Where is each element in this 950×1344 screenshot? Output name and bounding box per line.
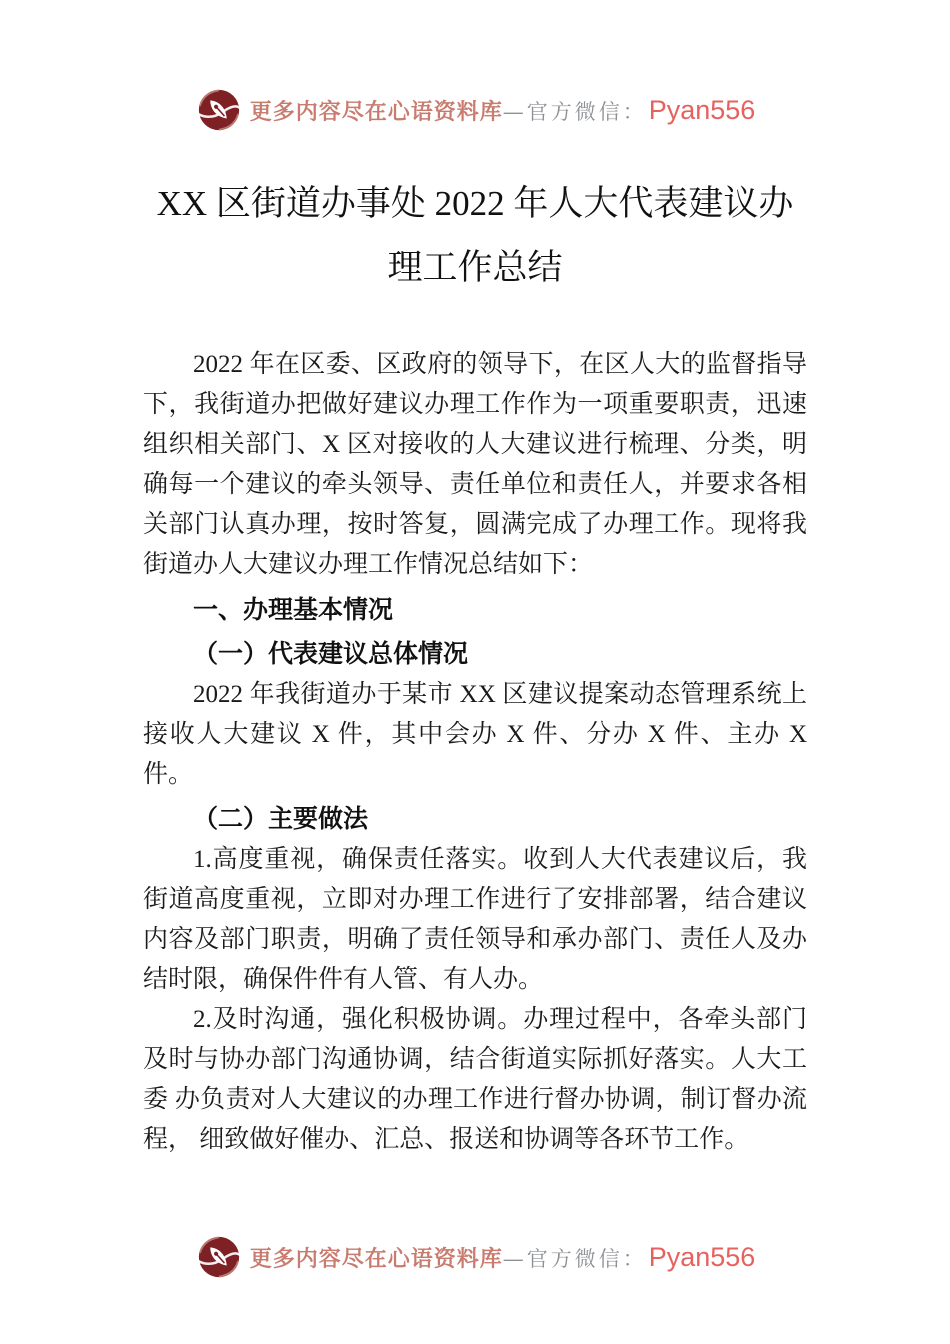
branding-wechat-label: —官方微信：: [502, 99, 647, 124]
paragraph-intro: 2022 年在区委、区政府的领导下，在区人大的监督指导下，我街道办把做好建议办理工作作为一项重要职责，迅速组织相关部门、X 区对接收的人大建议进行梳理、分类，明确每一个建议的牵头领导、责任单位和责任人，并要求各相关部门认真办理，按时答复，圆满完成了办理工作。现将我街道办人大建议办理工作情况总结如下：: [143, 351, 807, 578]
pen-nib-logo-icon: [195, 1233, 243, 1281]
branding-wechat-label: —官方微信：: [502, 1246, 647, 1271]
heading-subsection-1-2: （二）主要做法: [193, 806, 369, 833]
footer-branding: [0, 1231, 950, 1283]
document-title-line1: XX 区街道办事处 2022 年人大代表建议办: [156, 184, 794, 223]
pen-nib-logo-icon: [195, 86, 243, 134]
paragraph-practice-1: 1.高度重视，确保责任落实。收到人大代表建议后，我街道高度重视，立即对办理工作进行了安排部署，结合建议内容及部门职责，明确了责任领导和承办部门、责任人及办结时限，确保件件有人管、有人办。: [143, 846, 807, 993]
header-branding-text: [250, 95, 756, 126]
branding-slogan: 更多内容尽在心语资料库: [249, 98, 503, 124]
document-title: [120, 172, 830, 300]
branding-slogan: 更多内容尽在心语资料库: [249, 1245, 503, 1271]
branding-wechat-id: Pyan556: [648, 1241, 756, 1272]
heading-section-1: 一、办理基本情况: [193, 596, 394, 624]
branding-wechat-id: Pyan556: [648, 94, 756, 125]
heading-subsection-1-1: （一）代表建议总体情况: [193, 641, 469, 668]
footer-branding-text: [250, 1242, 756, 1273]
paragraph-practice-2: 2.及时沟通，强化积极协调。办理过程中，各牵头部门及时与协办部门沟通协调，结合街道实际抓好落实。人大工委 办负责对人大建议的办理工作进行督办协调，制订督办流程， 细致做好催办、汇总、报送和协调等各环节工作。: [143, 1006, 807, 1153]
header-branding: [0, 84, 950, 136]
document-body: [143, 345, 807, 1160]
document-title-line2: 理工作总结: [387, 248, 563, 287]
paragraph-suggestion-overview: 2022 年我街道办于某市 XX 区建议提案动态管理系统上接收人大建议 X 件，其中会办 X 件、分办 X 件、主办 X 件。: [143, 681, 807, 788]
